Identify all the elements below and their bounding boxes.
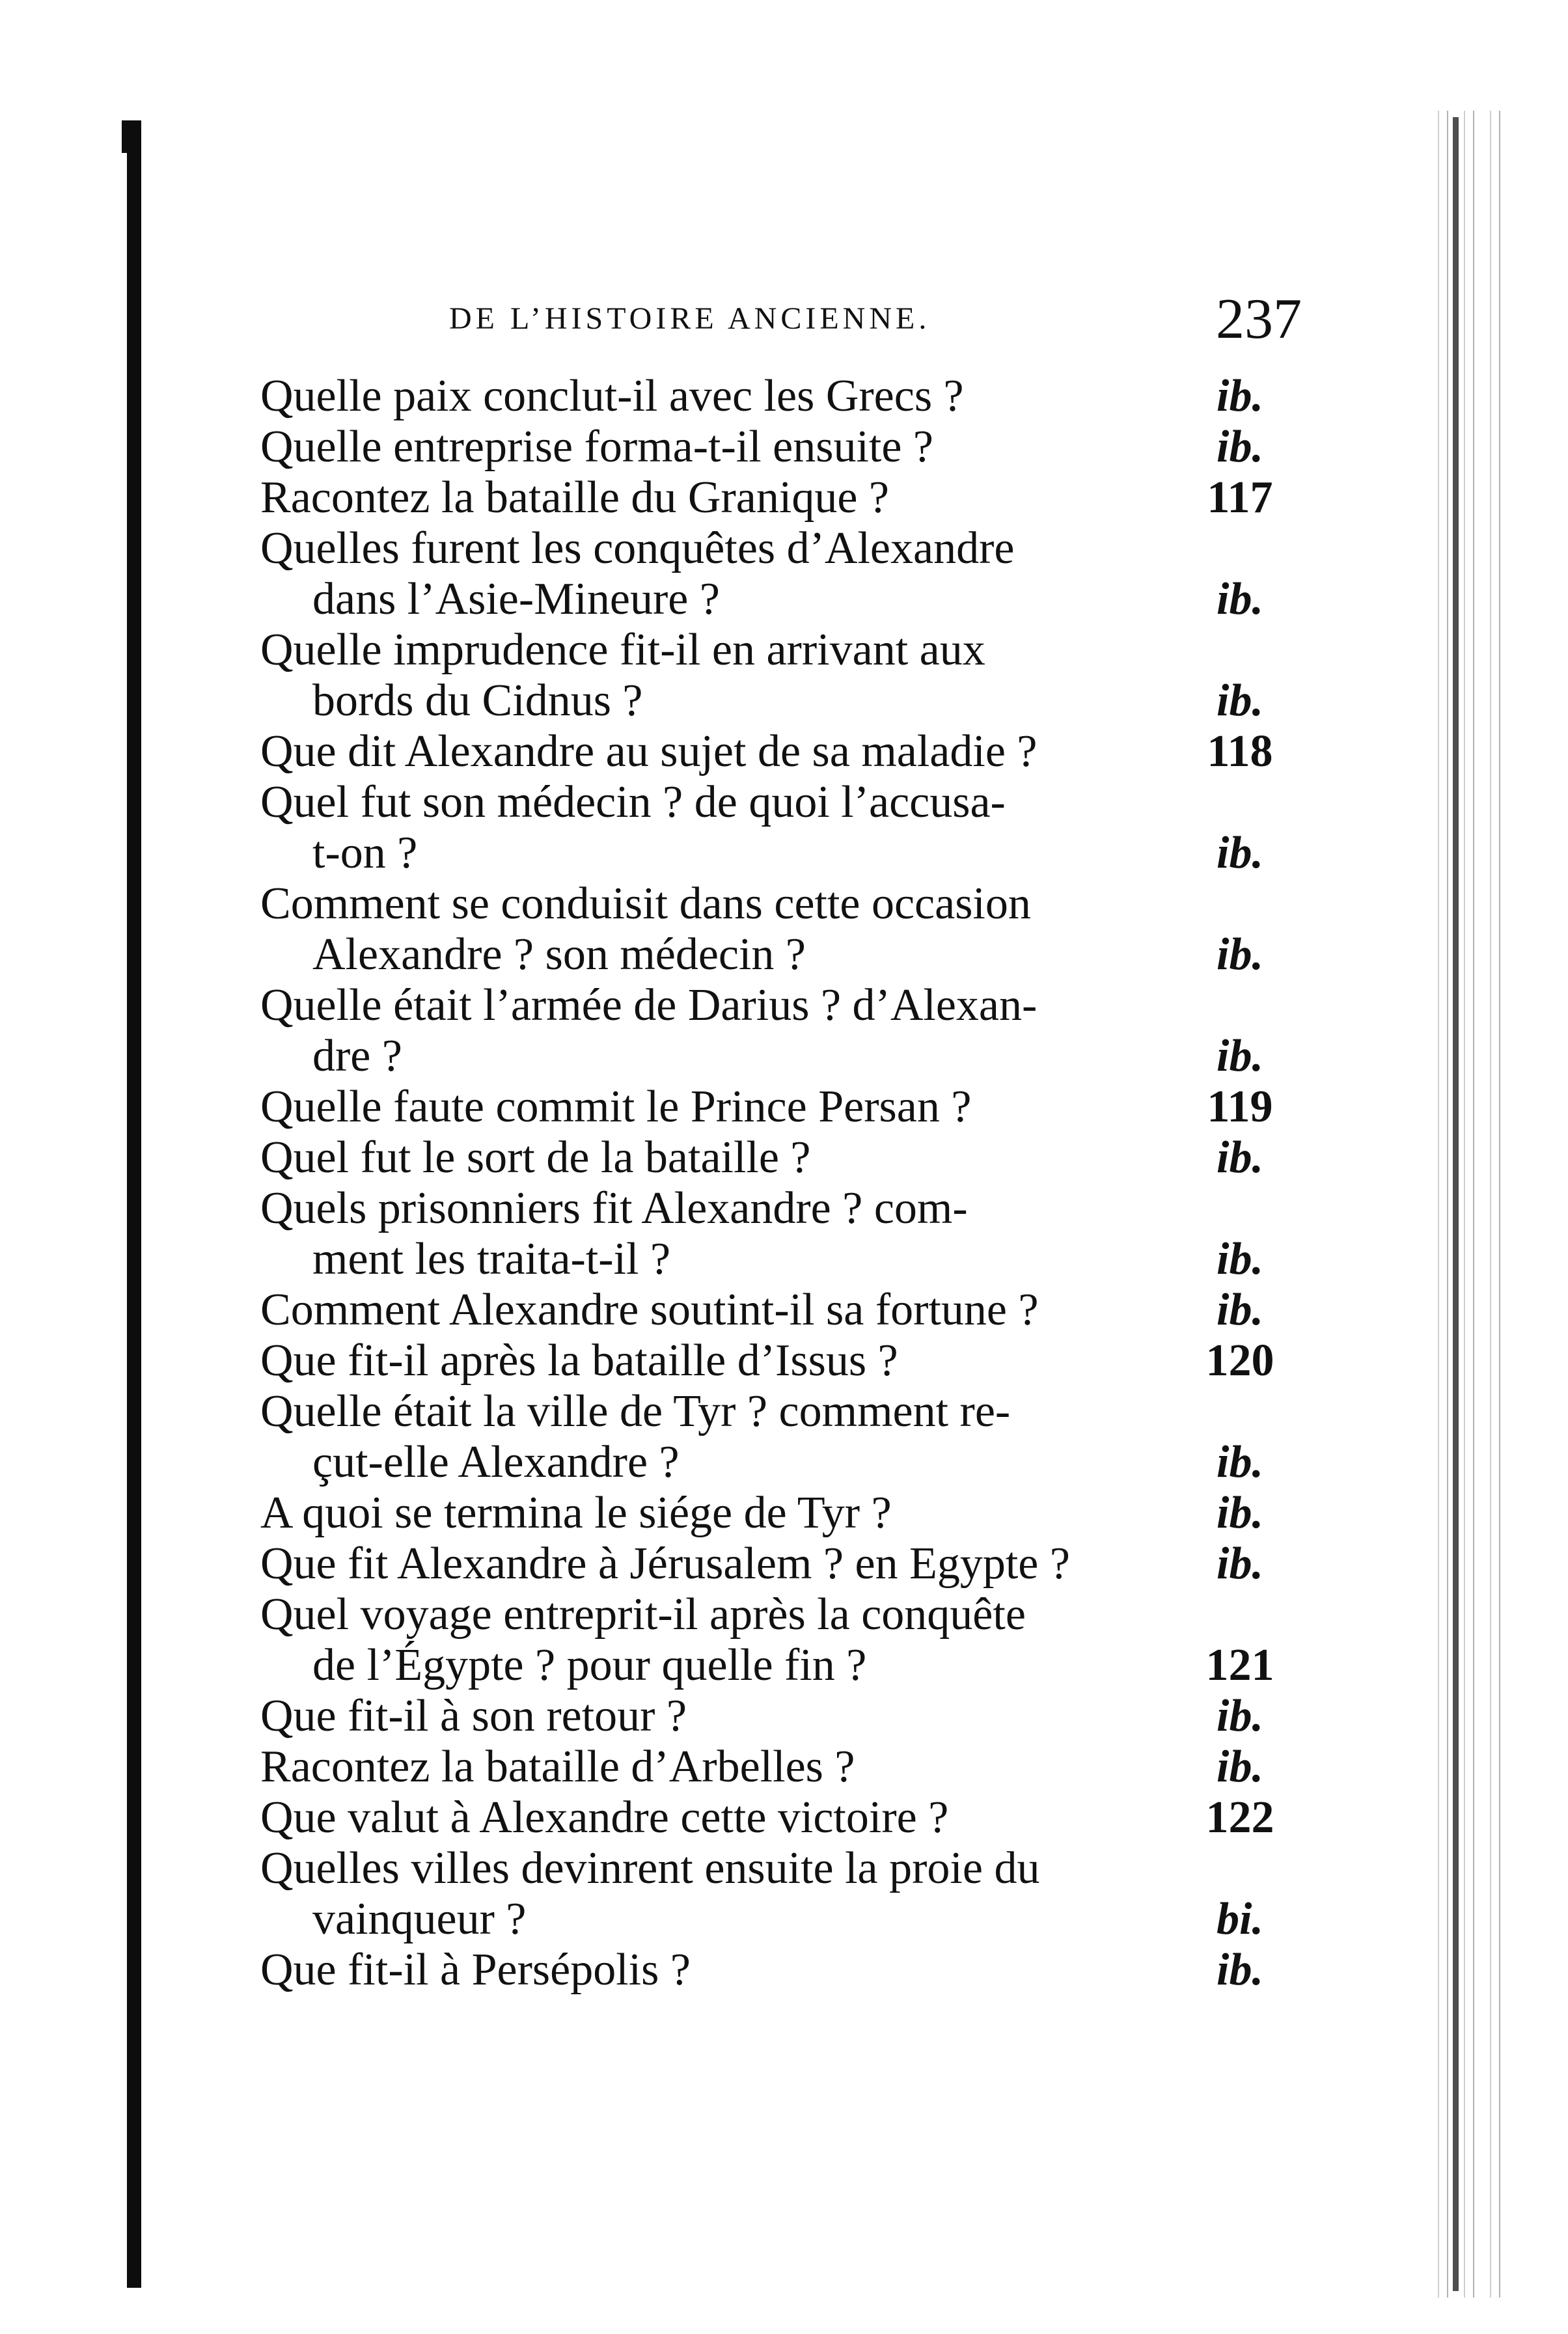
entry-first-line <box>260 625 1302 676</box>
page-reference: ib. <box>1217 929 1263 980</box>
entry-first-line <box>260 523 1302 574</box>
toc-entry <box>260 1945 1302 1996</box>
entry-first-line <box>260 1488 1302 1539</box>
toc-entry <box>260 1285 1302 1336</box>
entry-first-line <box>260 1285 1302 1336</box>
page-reference: ib. <box>1217 1437 1263 1487</box>
question-text: Quelle était la ville de Tyr ? comment re- <box>260 1386 1011 1436</box>
toc-entry <box>260 980 1302 1082</box>
toc-entry <box>260 1691 1302 1742</box>
entry-first-line <box>260 879 1302 929</box>
question-text: Quelle entreprise forma-t-il ensuite ? <box>260 422 934 472</box>
page-reference: 120 <box>1205 1336 1274 1386</box>
question-text: Que fit-il à son retour ? <box>260 1691 687 1741</box>
running-head: DE L’HISTOIRE ANCIENNE. <box>449 301 931 336</box>
entry-first-line <box>260 1589 1302 1640</box>
question-text: Que fit-il après la bataille d’Issus ? <box>260 1336 898 1386</box>
entry-continuation-line <box>260 574 1302 625</box>
question-text: Racontez la bataille d’Arbelles ? <box>260 1742 855 1792</box>
toc-entry <box>260 422 1302 473</box>
page-reference: ib. <box>1217 1234 1263 1284</box>
page-reference: ib. <box>1217 574 1263 624</box>
page-binding-edge <box>127 120 141 2288</box>
entry-first-line <box>260 1539 1302 1589</box>
page-reference: ib. <box>1217 828 1263 878</box>
entry-first-line <box>260 726 1302 777</box>
entry-continuation-line <box>260 828 1302 879</box>
page-right-edge-line <box>1453 117 1459 2291</box>
question-text: Quelle faute commit le Prince Persan ? <box>260 1082 972 1132</box>
toc-entry <box>260 523 1302 625</box>
question-text: Quel fut le sort de la bataille ? <box>260 1133 811 1183</box>
question-text: A quoi se termina le siége de Tyr ? <box>260 1488 892 1538</box>
question-text: vainqueur ? <box>312 1894 527 1944</box>
question-text: Quelle paix conclut-il avec les Grecs ? <box>260 371 964 421</box>
toc-entry <box>260 1589 1302 1691</box>
entry-first-line <box>260 1792 1302 1843</box>
question-text: Que dit Alexandre au sujet de sa maladie ? <box>260 726 1038 776</box>
toc-entry <box>260 1488 1302 1539</box>
question-text: Alexandre ? son médecin ? <box>312 929 806 980</box>
page-reference: ib. <box>1217 1945 1263 1995</box>
page-reference: ib. <box>1217 676 1263 726</box>
page-reference: ib. <box>1217 1031 1263 1081</box>
entry-first-line <box>260 980 1302 1031</box>
toc-entry <box>260 1843 1302 1945</box>
entry-first-line <box>260 777 1302 828</box>
toc-entry <box>260 777 1302 879</box>
question-text: Quel fut son médecin ? de quoi l’accusa- <box>260 777 1006 827</box>
question-text: dre ? <box>312 1031 402 1081</box>
page-reference: 119 <box>1207 1082 1273 1132</box>
entry-first-line <box>260 1386 1302 1437</box>
toc-entry <box>260 1133 1302 1183</box>
toc-entry <box>260 879 1302 980</box>
page-header <box>449 286 1302 364</box>
toc-entry <box>260 473 1302 523</box>
page-reference: ib. <box>1217 1488 1263 1538</box>
entry-first-line <box>260 1691 1302 1742</box>
question-text: ment les traita-t-il ? <box>312 1234 671 1284</box>
page-reference: 121 <box>1205 1640 1274 1690</box>
question-text: Quelle était l’armée de Darius ? d’Alexan- <box>260 980 1038 1030</box>
entry-first-line <box>260 1336 1302 1386</box>
question-text: bords du Cidnus ? <box>312 676 643 726</box>
page-reference: ib. <box>1217 1539 1263 1589</box>
question-text: dans l’Asie-Mineure ? <box>312 574 720 624</box>
question-text: Racontez la bataille du Granique ? <box>260 473 889 523</box>
entry-continuation-line <box>260 1640 1302 1691</box>
toc-entry <box>260 1082 1302 1133</box>
question-text: çut-elle Alexandre ? <box>312 1437 680 1487</box>
toc-entry <box>260 1742 1302 1792</box>
page-reference: bi. <box>1217 1894 1263 1944</box>
entry-continuation-line <box>260 1031 1302 1082</box>
toc-entry <box>260 1336 1302 1386</box>
entry-continuation-line <box>260 929 1302 980</box>
page-reference: 117 <box>1207 473 1273 523</box>
question-text: Que fit-il à Persépolis ? <box>260 1945 691 1995</box>
page-number: 237 <box>1216 288 1302 351</box>
page-reference: ib. <box>1217 1742 1263 1792</box>
question-text: Quelles furent les conquêtes d’Alexandre <box>260 523 1015 573</box>
toc-entry <box>260 1539 1302 1589</box>
entry-continuation-line <box>260 1894 1302 1945</box>
page-reference: ib. <box>1217 1285 1263 1335</box>
page-reference: 122 <box>1205 1792 1274 1843</box>
entry-first-line <box>260 1843 1302 1894</box>
entry-first-line <box>260 1082 1302 1133</box>
question-text: Quels prisonniers fit Alexandre ? com- <box>260 1183 968 1233</box>
toc-entry <box>260 726 1302 777</box>
page-reference: ib. <box>1217 371 1263 421</box>
question-text: Quelle imprudence fit-il en arrivant aux <box>260 625 985 675</box>
page-reference: ib. <box>1217 1133 1263 1183</box>
page-right-edge <box>1432 111 1504 2298</box>
entry-continuation-line <box>260 1234 1302 1285</box>
toc-entry <box>260 1183 1302 1285</box>
question-text: Comment Alexandre soutint-il sa fortune ? <box>260 1285 1039 1335</box>
question-text: Que valut à Alexandre cette victoire ? <box>260 1792 949 1843</box>
entry-first-line <box>260 473 1302 523</box>
toc-entry <box>260 625 1302 726</box>
question-text: Comment se conduisit dans cette occasion <box>260 879 1031 929</box>
toc-entry <box>260 1386 1302 1488</box>
page-reference: ib. <box>1217 422 1263 472</box>
question-text: de l’Égypte ? pour quelle fin ? <box>312 1640 867 1690</box>
toc-entry <box>260 371 1302 422</box>
entry-first-line <box>260 422 1302 473</box>
question-text: Quel voyage entreprit-il après la conquête <box>260 1589 1026 1640</box>
entry-first-line <box>260 1133 1302 1183</box>
page-reference: 118 <box>1207 726 1273 776</box>
entry-first-line <box>260 1945 1302 1996</box>
page-reference: ib. <box>1217 1691 1263 1741</box>
entry-first-line <box>260 1742 1302 1792</box>
question-text: Quelles villes devinrent ensuite la proie du <box>260 1843 1040 1893</box>
entry-continuation-line <box>260 676 1302 726</box>
table-of-questions <box>260 371 1302 1996</box>
question-text: t-on ? <box>312 828 418 878</box>
toc-entry <box>260 1792 1302 1843</box>
entry-continuation-line <box>260 1437 1302 1488</box>
entry-first-line <box>260 1183 1302 1234</box>
question-text: Que fit Alexandre à Jérusalem ? en Egypte ? <box>260 1539 1070 1589</box>
entry-first-line <box>260 371 1302 422</box>
